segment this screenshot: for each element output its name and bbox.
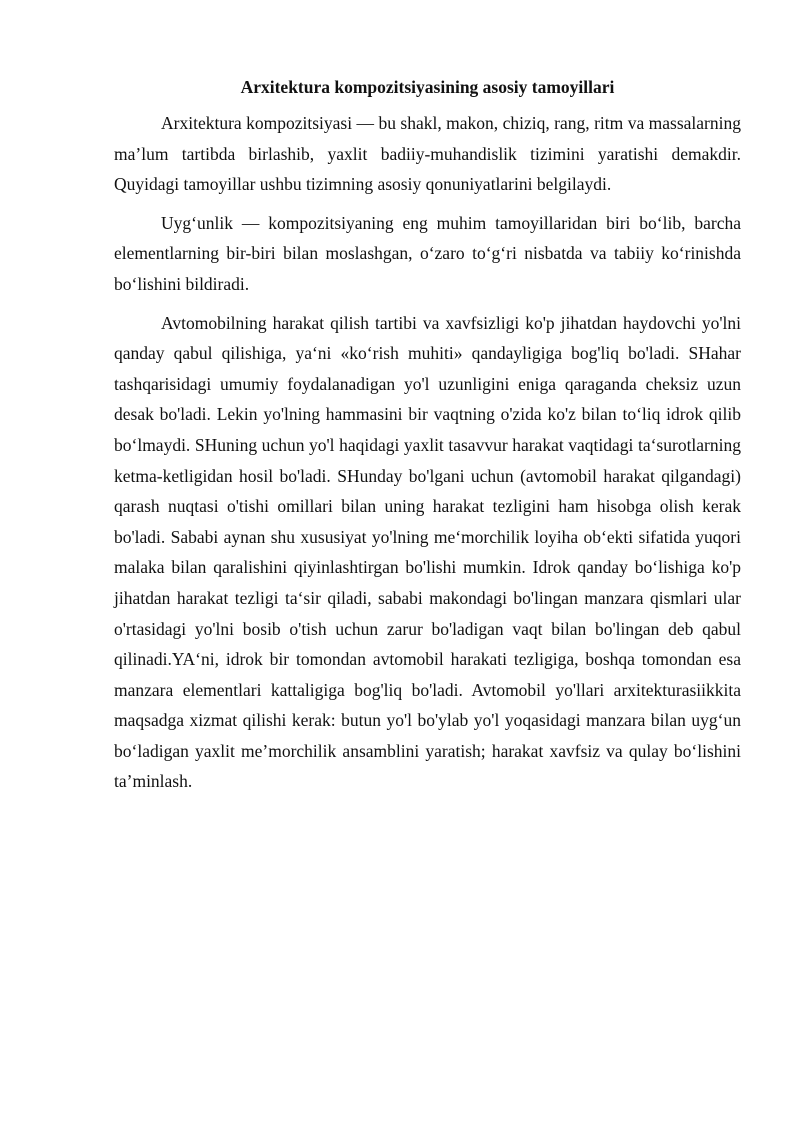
paragraph-2: Uyg‘unlik — kompozitsiyaning eng muhim tamoyillaridan biri bo‘lib, barcha elementlarning bir-biri bilan moslashgan, o‘zaro to‘g‘ri nisbatda va tabiiy ko‘rinishda bo‘lishini bildiradi. (114, 212, 741, 294)
document-page (114, 74, 741, 805)
paragraph-1: Arxitektura kompozitsiyasi — bu shakl, makon, chiziq, rang, ritm va massalarning ma’lum tartibda birlashib, yaxlit badiiy-muhandislik tizimini yaratishi demakdir. Quyidagi tamoyillar ushbu tizimning asosiy qonuniyatlarini belgilaydi. (114, 113, 741, 195)
document-title: Arxitektura kompozitsiyasining asosiy tamoyillari (240, 77, 615, 97)
paragraph-3: Avtomobilning harakat qilish tartibi va xavfsizligi ko'p jihatdan haydovchi yo'lni qanday qabul qilishiga, ya‘ni «ko‘rish muhiti» qandayligiga bog'liq bo'ladi. SHahar tashqarisidagi umumiy foydalanadigan yo'l uzunligini eniga qaraganda cheksiz uzun desak bo'ladi. Lekin yo'lning hammasini bir vaqtning o'zida ko'z bilan to‘liq idrok qilib bo‘lmaydi. SHuning uchun yo'l haqidagi yaxlit tasavvur harakat vaqtidagi ta‘surotlarning ketma-ketligidan hosil bo'ladi. SHunday bo'lgani uchun (avtomobil harakat qilgandagi) qarash nuqtasi o'tishi omillari bilan uning harakat tezligini ham hisobga olish kerak bo'ladi. Sababi aynan shu xususiyat yo'lning me‘morchilik loyiha ob‘ekti sifatida yuqori malaka bilan qaralishini qiyinlashtirgan bo'lishi mumkin. Idrok qanday bo‘lishiga ko'p jihatdan harakat tezligi ta‘sir qiladi, sababi makondagi bo'lingan manzara qismlari ular o'rtasidagi yo'lni bosib o'tish uchun zarur bo'ladigan vaqt bilan bo'lingan deb qabul qilinadi.YA‘ni, idrok bir tomondan avtomobil harakati tezligiga, boshqa tomondan esa manzara elementlari kattaligiga bog'liq bo'ladi. Avtomobil yo'llari arxitekturasiikkita maqsadga xizmat qilishi kerak: butun yo'l bo'ylab yo'l yoqasidagi manzara bilan uyg‘un bo‘ladigan yaxlit me’morchilik ansamblini yaratish; harakat xavfsiz va qulay bo‘lishini ta’minlash. (114, 312, 741, 792)
